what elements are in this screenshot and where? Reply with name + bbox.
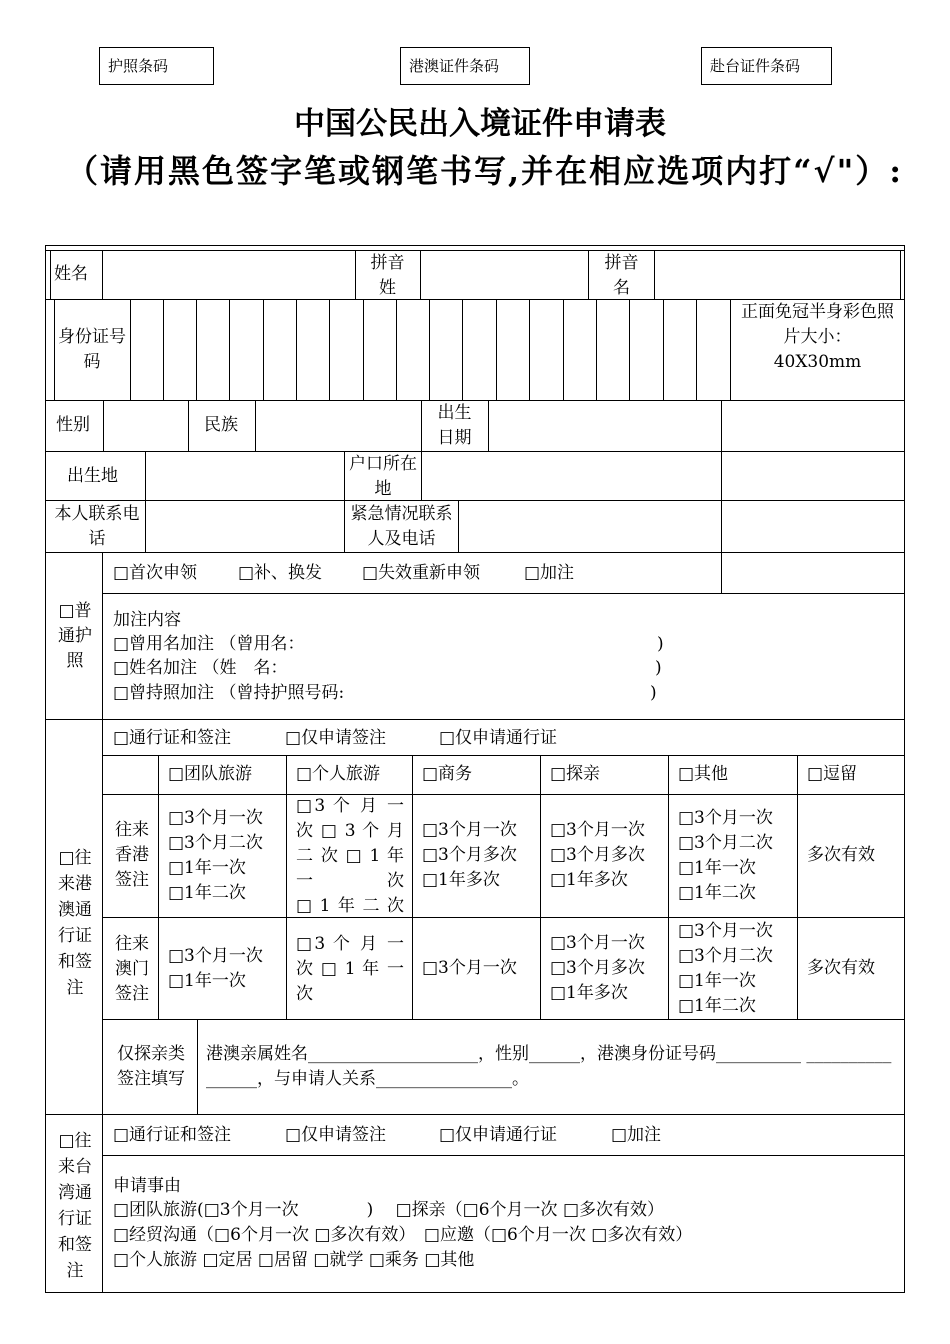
birth-date-field[interactable] [489,402,720,450]
hukou-label: 户口所在地 [349,454,417,499]
pinyin-surname-field[interactable] [422,252,587,298]
annotation-former-passport[interactable]: □曾持照加注 （曾持护照号码: [113,683,345,703]
page-subtitle: （请用黑色签字笔或钢笔书写,并在相应选项内打“√"）: [66,152,904,190]
tw-reason-line-3[interactable]: □个人旅游 □定居 □居留 □就学 □乘务 □其他 [113,1250,475,1270]
name-label: 姓名 [54,264,88,284]
hk-other-options[interactable]: □3个月一次 □3个月二次 □1年一次 □1年二次 [678,808,773,903]
hkmo-barcode-label: 港澳证件条码 [409,57,500,75]
phone-label: 本人联系电话 [54,504,140,549]
tw-reason-line-2[interactable]: □经贸沟通（□6个月一次 □多次有效） □应邀（□6个月一次 □多次有效） [113,1225,693,1245]
passport-type-reapply[interactable]: □失效重新申领 [362,563,481,583]
hkmo-apply-visa[interactable]: □仅申请签注 [285,728,387,748]
gender-field[interactable] [104,402,187,450]
tw-apply-both[interactable]: □通行证和签注 [113,1125,232,1145]
name-field[interactable] [104,252,354,298]
taiwan-barcode-box [701,47,832,85]
pinyin-surname-label: 拼音姓 [370,253,405,298]
visa-type-business[interactable]: □商务 [422,764,473,784]
emergency-contact-field[interactable] [459,502,720,551]
passport-type-first[interactable]: □首次申领 [113,563,198,583]
visa-type-family-visit[interactable]: □探亲 [550,764,601,784]
tw-apply-permit[interactable]: □仅申请通行证 [439,1125,558,1145]
ethnicity-field[interactable] [256,402,420,450]
hkmo-barcode-box [400,47,530,85]
annotation-former-name[interactable]: □曾用名加注 （曾用名： [113,634,305,654]
tw-apply-visa[interactable]: □仅申请签注 [285,1125,387,1145]
passport-barcode-label: 护照条码 [108,57,169,75]
annotation-name[interactable]: □姓名加注 （姓 名： [113,658,288,678]
passport-type-annotation[interactable]: □加注 [524,563,575,583]
passport-section-label[interactable]: □普通护照 [58,601,92,671]
visa-type-stay[interactable]: □逗留 [807,764,858,784]
mo-family-visit-options[interactable]: □3个月一次 □3个月多次 □1年多次 [550,933,645,1003]
visa-type-group-tour[interactable]: □团队旅游 [168,764,253,784]
page-title: 中国公民出入境证件申请表 [294,106,666,142]
id-number-field[interactable] [131,300,729,399]
mo-visa-label: 往来澳门签注 [115,934,149,1004]
mo-other-options[interactable]: □3个月一次 □3个月二次 □1年一次 □1年二次 [678,921,773,1016]
passport-barcode-box [99,47,214,85]
hk-business-options[interactable]: □3个月一次 □3个月多次 □1年多次 [422,820,517,890]
mo-stay-options: 多次有效 [807,958,875,978]
visa-type-individual-tour[interactable]: □个人旅游 [296,764,381,784]
gender-label: 性别 [56,415,90,435]
pinyin-given-field[interactable] [656,252,899,298]
hkmo-apply-both[interactable]: □通行证和签注 [113,728,232,748]
hk-visa-label: 往来香港签注 [115,820,149,890]
emergency-contact-label: 紧急情况联系人及电话 [350,504,453,549]
relative-visa-label: 仅探亲类签注填写 [117,1044,185,1089]
relative-info-fields[interactable]: 港澳亲属姓名____________________，性别______，港澳身份证号码__________ ________________，与申请人关系________________。 [206,1044,892,1089]
hk-family-visit-options[interactable]: □3个月一次 □3个月多次 □1年多次 [550,820,645,890]
hk-group-tour-options[interactable]: □3个月一次 □3个月二次 □1年一次 □1年二次 [168,808,263,903]
pinyin-given-label: 拼音名 [604,253,639,298]
ethnicity-label: 民族 [204,415,238,435]
birthplace-field[interactable] [146,453,343,499]
visa-type-other[interactable]: □其他 [678,764,729,784]
annotation-title: 加注内容 [113,610,181,630]
taiwan-section-label[interactable]: □往来台湾通行证和签注 [58,1131,92,1281]
phone-field[interactable] [146,502,343,551]
mo-group-tour-options[interactable]: □3个月一次 □1年一次 [168,946,263,991]
hk-individual-tour-options[interactable]: □3 个 月 一次 □ 3 个 月二 次 □ 1 年一次 □1年二次 [296,796,404,916]
birth-date-label: 出生日期 [437,403,472,448]
tw-reason-title: 申请事由 [113,1176,181,1196]
taiwan-barcode-label: 赴台证件条码 [710,57,801,75]
tw-apply-annotation[interactable]: □加注 [611,1125,662,1145]
hk-stay-options: 多次有效 [807,845,875,865]
tw-reason-line-1[interactable]: □团队旅游(□3个月一次 ) □探亲（□6个月一次 □多次有效） [113,1200,665,1220]
hukou-field[interactable] [422,453,720,499]
hkmo-apply-permit[interactable]: □仅申请通行证 [439,728,558,748]
id-number-label: 身份证号码 [58,327,126,372]
passport-type-replace[interactable]: □补、换发 [238,563,323,583]
birthplace-label: 出生地 [67,466,118,486]
photo-area: 正面免冠半身彩色照片大小：40X30mm [741,302,894,372]
hkmo-section-label[interactable]: □往来港澳通行证和签注 [58,848,92,998]
mo-business-options[interactable]: □3个月一次 [422,958,517,978]
mo-individual-tour-options[interactable]: □3 个 月 一次 □ 1 年 一次 [296,934,404,1004]
